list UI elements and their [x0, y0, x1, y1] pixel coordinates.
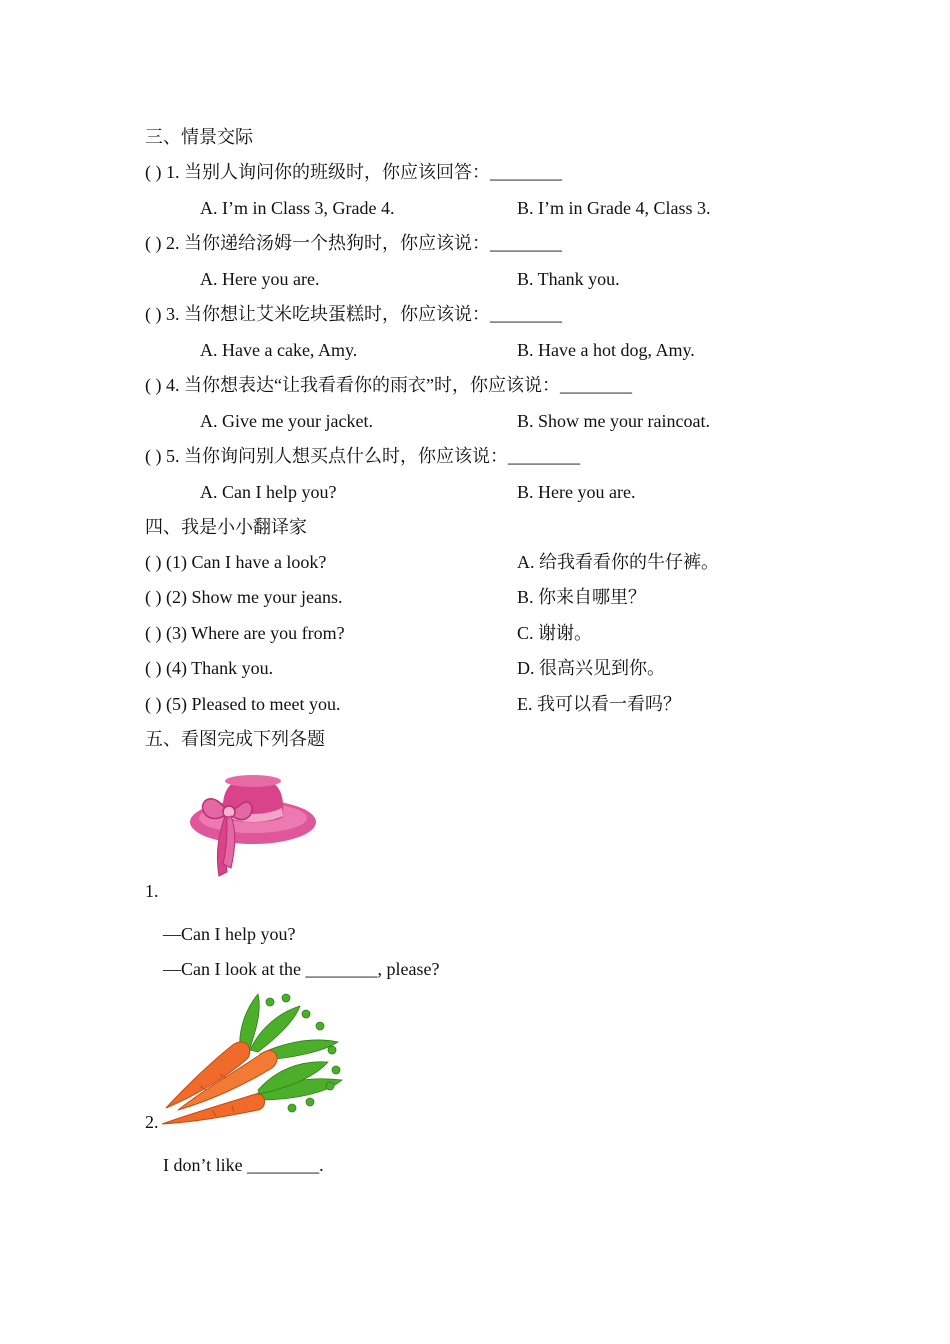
question-4-option-b: B. Show me your raincoat. [517, 411, 710, 431]
translate-answer-c: C. 谢谢。 [517, 623, 593, 643]
translate-item-2: ( ) (2) Show me your jeans. [145, 587, 343, 607]
translate-item-1: ( ) (1) Can I have a look? [145, 552, 327, 572]
section4-heading: 四、我是小小翻译家 [145, 517, 307, 537]
hat-image [185, 772, 321, 882]
question-2: ( ) 2. 当你递给汤姆一个热狗时，你应该说：________ [145, 233, 562, 253]
question-1: ( ) 1. 当别人询问你的班级时，你应该回答：________ [145, 162, 562, 182]
section5-heading: 五、看图完成下列各题 [145, 729, 325, 749]
question-3: ( ) 3. 当你想让艾米吃块蛋糕时，你应该说：________ [145, 304, 562, 324]
translate-item-4: ( ) (4) Thank you. [145, 658, 274, 678]
question-5-option-a: A. Can I help you? [200, 482, 337, 502]
item1-dialogue-line1: —Can I help you? [163, 924, 296, 944]
question-3-option-b: B. Have a hot dog, Amy. [517, 340, 695, 360]
item2-sentence: I don’t like ________. [163, 1155, 324, 1175]
question-1-option-a: A. I’m in Class 3, Grade 4. [200, 198, 395, 218]
item2-number: 2. [145, 1112, 159, 1132]
question-1-option-b: B. I’m in Grade 4, Class 3. [517, 198, 711, 218]
translate-answer-a: A. 给我看看你的牛仔裤。 [517, 552, 719, 572]
translate-answer-b: B. 你来自哪里？ [517, 587, 647, 607]
question-5: ( ) 5. 当你询问别人想买点什么时，你应该说：________ [145, 446, 580, 466]
translate-answer-e: E. 我可以看一看吗？ [517, 694, 681, 714]
translate-answer-d: D. 很高兴见到你。 [517, 658, 665, 678]
item1-dialogue-line2: —Can I look at the ________, please? [163, 959, 440, 979]
question-4-option-a: A. Give me your jacket. [200, 411, 373, 431]
question-2-option-b: B. Thank you. [517, 269, 620, 289]
question-4: ( ) 4. 当你想表达“让我看看你的雨衣”时，你应该说：________ [145, 375, 632, 395]
carrots-image [160, 990, 348, 1130]
translate-item-5: ( ) (5) Pleased to meet you. [145, 694, 341, 714]
section3-heading: 三、情景交际 [145, 127, 253, 147]
question-5-option-b: B. Here you are. [517, 482, 636, 502]
translate-item-3: ( ) (3) Where are you from? [145, 623, 345, 643]
question-2-option-a: A. Here you are. [200, 269, 320, 289]
question-3-option-a: A. Have a cake, Amy. [200, 340, 358, 360]
item1-number: 1. [145, 881, 159, 901]
